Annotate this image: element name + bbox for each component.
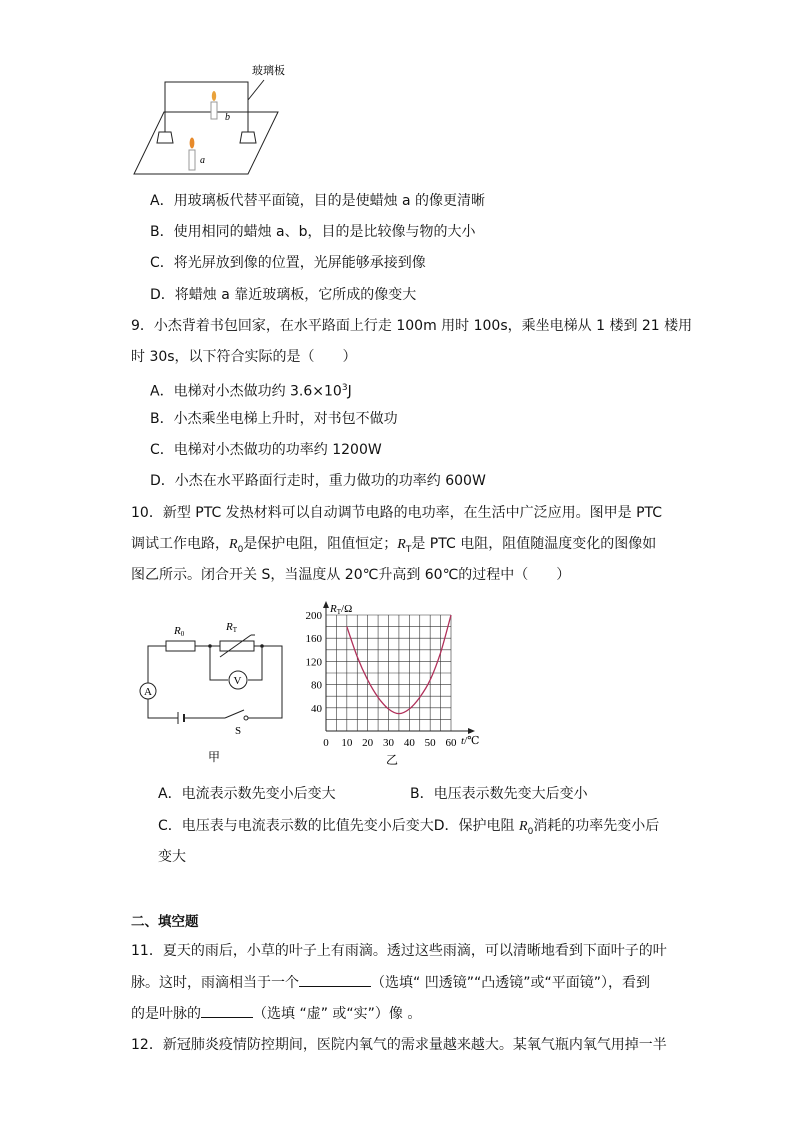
r0-subscript: 0 [527, 826, 534, 837]
q10-stem-line2 [131, 534, 656, 560]
label-a: a [200, 155, 205, 166]
q10-option-c-d [158, 816, 659, 842]
rt-label: RT [226, 621, 238, 634]
rt-symbol: R [397, 537, 406, 552]
q8-option-b: B．使用相同的蜡烛 a、b，目的是比较像与物的大小 [150, 224, 476, 240]
right-support [240, 132, 256, 143]
q10-option-d-continued: 变大 [158, 849, 186, 865]
q9-option-a-unit: J [347, 383, 352, 400]
label-pointer [248, 80, 264, 100]
q8-option-a: A．用玻璃板代替平面镜，目的是使蜡烛 a 的像更清晰 [150, 193, 486, 209]
q10-option-c: C．电压表与电流表示数的比值先变小后变大 [158, 818, 434, 834]
q9-option-a-exponent: 3 [341, 383, 348, 393]
graph-x-axis-label: t/℃ [461, 735, 480, 747]
switch-s [225, 710, 244, 718]
ammeter-label: A [144, 686, 152, 698]
q10-option-b: B．电压表示数先变大后变小 [410, 786, 588, 802]
q11-blank-2 [201, 1003, 253, 1018]
q9-option-b: B．小杰乘坐电梯上升时，对书包不做功 [150, 411, 398, 427]
graph-caption: 乙 [386, 753, 399, 767]
x-tick-label: 20 [362, 737, 374, 749]
q11-line2 [131, 972, 650, 993]
glass-label: 玻璃板 [252, 64, 285, 77]
junction-dot [208, 644, 212, 648]
x-tick-label: 10 [341, 737, 353, 749]
x-tick-label: 40 [403, 737, 415, 749]
q11-line3 [131, 1003, 421, 1024]
q9-stem-line2: 时 30s，以下符合实际的是（ ） [131, 349, 357, 365]
circuit-diagram [128, 612, 288, 768]
q12-line1: 12．新冠肺炎疫情防控期间，医院内氧气的需求量越来越大。某氧气瓶内氧气用掉一半 [131, 1037, 667, 1053]
rt-subscript: T [405, 544, 412, 555]
rt-resistor [220, 641, 254, 651]
q10-line2-part-c: 是 PTC 电阻，阻值随温度变化的图像如 [411, 536, 657, 552]
q8-option-c: C．将光屏放到像的位置，光屏能够承接到像 [150, 255, 426, 271]
q9-option-c: C．电梯对小杰做功的功率约 1200W [150, 442, 382, 458]
q10-line2-part-b: 是保护电阻，阻值恒定； [243, 536, 398, 552]
y-tick-label: 80 [311, 679, 322, 692]
r0-symbol: R [229, 537, 238, 552]
voltmeter-label: V [233, 675, 242, 687]
q11-line2-text-a: 脉。这时，雨滴相当于一个 [131, 975, 299, 991]
q9-stem-line1: 9．小杰背着书包回家，在水平路面上行走 100m 用时 100s，乘坐电梯从 1 楼到 21 楼用 [131, 318, 693, 334]
r0-symbol: R [519, 819, 528, 834]
y-tick-label: 160 [305, 633, 322, 646]
flame-b [212, 91, 216, 101]
q11-line2-text-b: （选填“ 凹透镜”“凸透镜”或“平面镜”），看到 [371, 975, 650, 991]
q10-stem-line1: 10．新型 PTC 发热材料可以自动调节电路的电功率，在生活中广泛应用。图甲是 PTC [131, 505, 663, 521]
q10-option-d-text: D．保护电阻 [433, 818, 520, 834]
flame-a [190, 138, 195, 149]
r0-subscript: 0 [237, 544, 244, 555]
y-axis-arrow [323, 601, 329, 608]
q11-blank-1 [299, 972, 371, 987]
r0-resistor [166, 641, 195, 651]
x-tick-label: 50 [424, 737, 436, 749]
circuit-caption: 甲 [208, 750, 221, 764]
y-tick-label: 200 [305, 610, 322, 622]
x-tick-label: 0 [323, 737, 329, 749]
plane-mirror-figure [128, 62, 298, 180]
q10-stem-line3: 图乙所示。闭合开关 S，当温度从 20℃升高到 60℃的过程中（ ） [131, 567, 571, 583]
x-tick-label: 30 [383, 737, 394, 749]
candle-b [211, 102, 217, 119]
q9-option-d: D．小杰在水平路面行走时，重力做功的功率约 600W [150, 473, 486, 489]
candle-a [189, 150, 195, 170]
graph-grid [326, 615, 451, 731]
graph-y-axis-label: RT/Ω [330, 603, 353, 616]
q8-option-d: D．将蜡烛 a 靠近玻璃板，它所成的像变大 [150, 287, 417, 303]
left-support [157, 132, 173, 143]
y-tick-label: 120 [305, 656, 322, 669]
y-tick-label: 40 [311, 702, 322, 715]
q10-option-a: A．电流表示数先变小后变大 [158, 786, 336, 802]
q9-option-a [150, 378, 352, 402]
q10-option-d-text-2: 消耗的功率先变小后 [533, 818, 660, 834]
q11-line3-text-b: （选填 “虚” 或“实”）像 。 [253, 1006, 422, 1022]
q11-line1: 11．夏天的雨后，小草的叶子上有雨滴。透过这些雨滴，可以清晰地看到下面叶子的叶 [131, 943, 667, 959]
rt-temperature-graph [296, 598, 492, 770]
q10-line2-part-a: 调试工作电路， [131, 536, 229, 552]
junction-dot [260, 644, 264, 648]
graph-tick-labels [306, 610, 458, 749]
q9-option-a-text: A．电梯对小杰做功约 3.6×10 [150, 383, 342, 400]
r0-label: R0 [174, 625, 185, 638]
section-title-fill-blank: 二、填空题 [131, 914, 199, 930]
label-b: b [225, 112, 230, 123]
q11-line3-text-a: 的是叶脉的 [131, 1006, 201, 1022]
x-axis-arrow [468, 728, 475, 734]
switch-label: S [235, 725, 242, 737]
x-tick-label: 60 [445, 737, 457, 749]
